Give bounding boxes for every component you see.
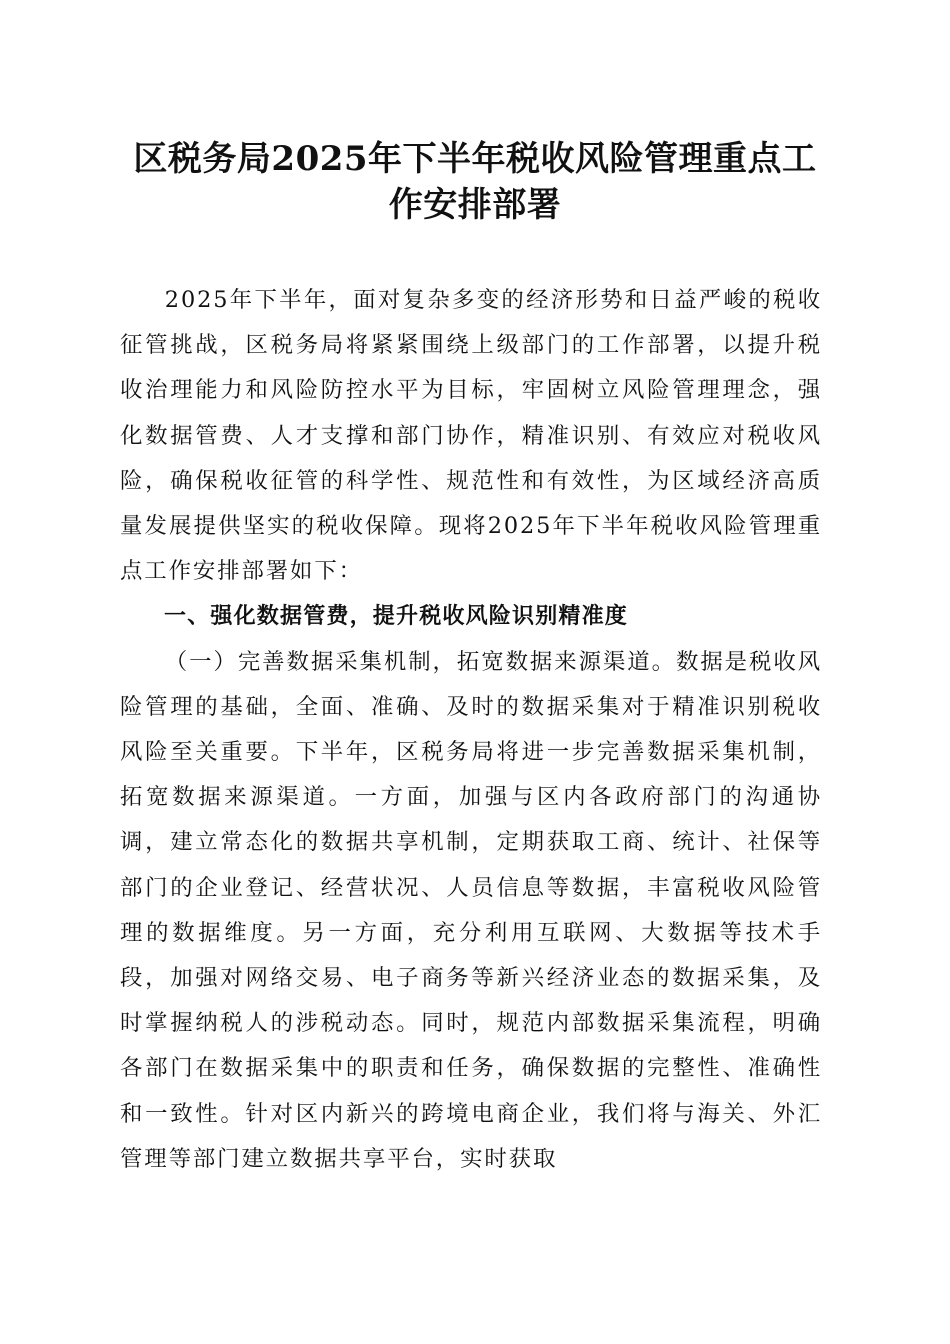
- body-paragraph: （一）完善数据采集机制，拓宽数据来源渠道。数据是税收风险管理的基础，全面、准确、及时的数据采集对于精准识别税收风险至关重要。下半年，区税务局将进一步完善数据采集机制，拓宽数据来源渠道。一方面，加强与区内各政府部门的沟通协调，建立常态化的数据共享机制，定期获取工商、统计、社保等部门的企业登记、经营状况、人员信息等数据，丰富税收风险管理的数据维度。另一方面，充分利用互联网、大数据等技术手段，加强对网络交易、电子商务等新兴经济业态的数据采集，及时掌握纳税人的涉税动态。同时，规范内部数据采集流程，明确各部门在数据采集中的职责和任务，确保数据的完整性、准确性和一致性。针对区内新兴的跨境电商企业，我们将与海关、外汇管理等部门建立数据共享平台，实时获取: [120, 648, 822, 1172]
- intro-paragraph: 2025年下半年，面对复杂多变的经济形势和日益严峻的税收征管挑战，区税务局将紧紧围绕上级部门的工作部署，以提升税收治理能力和风险防控水平为目标，牢固树立风险管理理念，强化数据管费、人才支撑和部门协作，精准识别、有效应对税收风险，确保税收征管的科学性、规范性和有效性，为区域经济高质量发展提供坚实的税收保障。现将2025年下半年税收风险管理重点工作安排部署如下：: [120, 287, 822, 585]
- document-title: 区税务局2025年下半年税收风险管理重点工作安排部署: [133, 139, 817, 225]
- document-body: [120, 278, 822, 1182]
- section-heading: 一、强化数据管费，提升税收风险识别精准度: [164, 604, 629, 630]
